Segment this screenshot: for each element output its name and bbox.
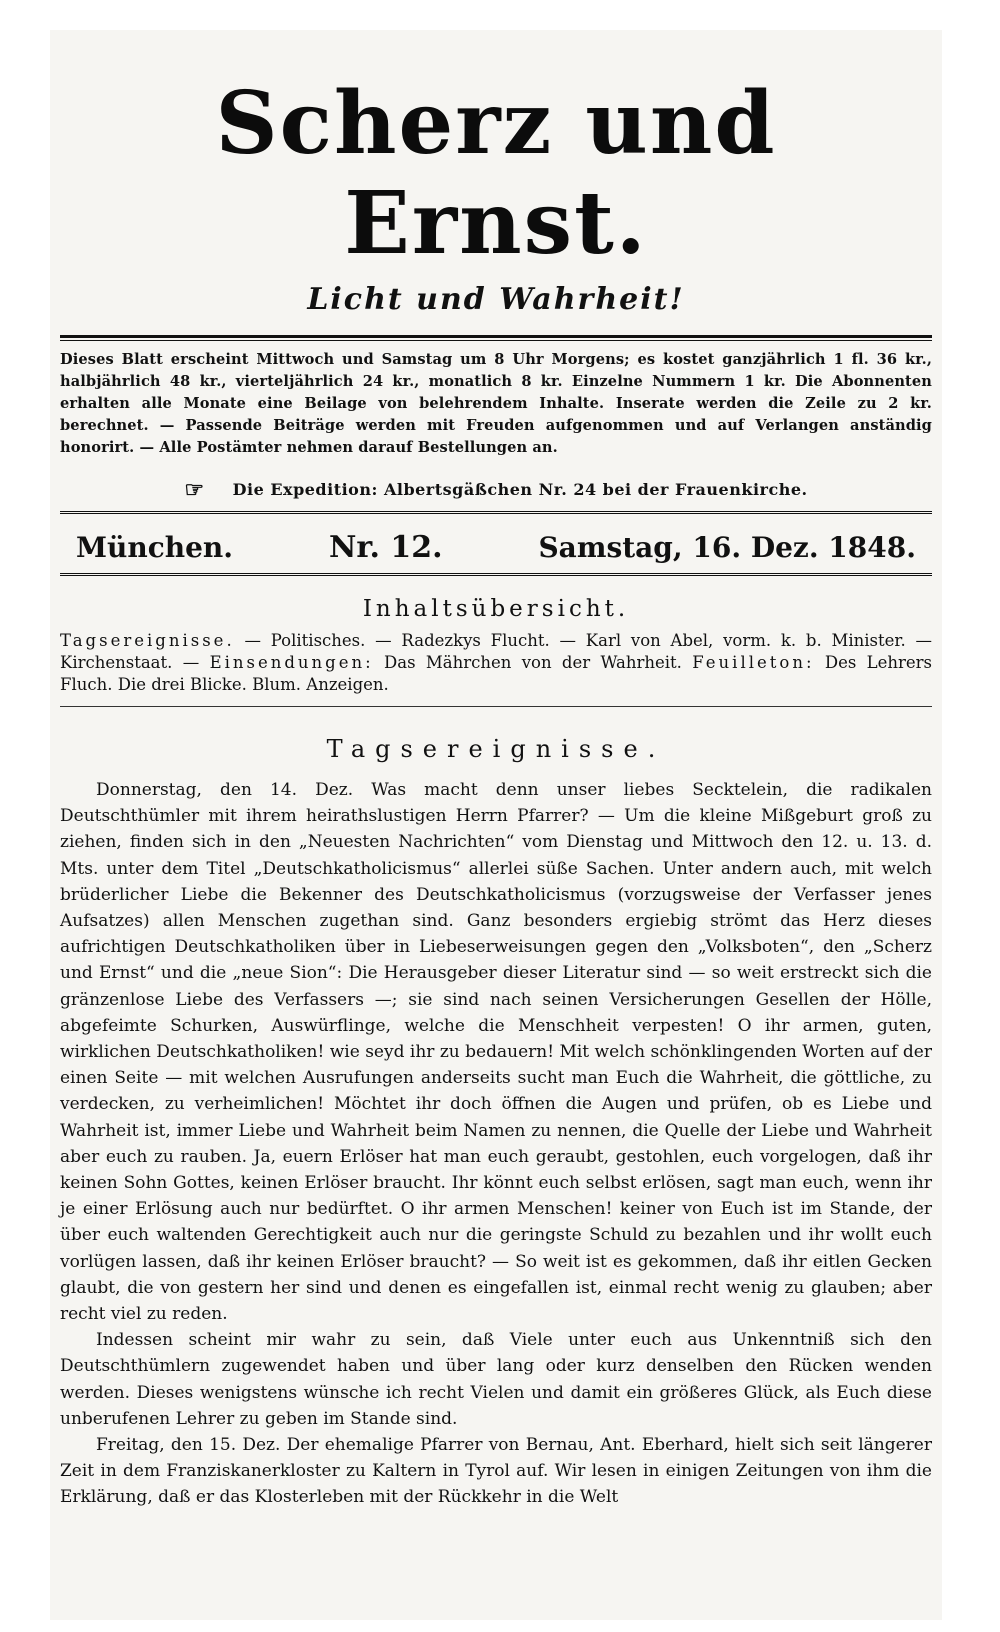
divider bbox=[60, 335, 932, 338]
contents-label: Feuilleton: bbox=[692, 653, 815, 672]
contents-text: Das Mährchen von der Wahrheit. bbox=[373, 653, 693, 672]
divider bbox=[60, 340, 932, 341]
contents-text: — Politisches. — Radezkys Flucht. — Karl von Abel, vorm. k. b. Minister. — Kirchenstaat. — bbox=[60, 631, 932, 672]
section-title: Tagsereignisse. bbox=[326, 735, 666, 763]
contents-list bbox=[60, 630, 932, 696]
contents-label: Einsendungen: bbox=[209, 653, 374, 672]
page-content bbox=[60, 30, 932, 1511]
article-body bbox=[60, 777, 932, 1511]
divider bbox=[60, 706, 932, 707]
divider bbox=[60, 573, 932, 576]
newspaper-page bbox=[50, 30, 942, 1620]
subscription-notice: Dieses Blatt erscheint Mittwoch und Samstag um 8 Uhr Morgens; es kostet ganzjährlich 1 fl. 36 kr., halbjährlich 48 kr., vierteljährlich 24 kr., monatlich 8 kr. Einzelne Nummern 1 kr. Die Abonnenten erhalten alle Monate eine Beilage von belehrendem Inhalte. Inserate werden die Zeile zu 2 kr. berechnet. — Passende Beiträge werden mit Freuden aufgenommen und auf Verlangen anständig honorirt. — Alle Postämter nehmen darauf Bestellungen an. bbox=[60, 351, 932, 456]
article-paragraph: Donnerstag, den 14. Dez. Was macht denn unser liebes Secktelein, die radikalen Deutschthümler mit ihrem heirathslustigen Herrn Pfarrer? — Um die kleine Mißgeburt groß zu ziehen, finden sich in den „Neuesten Nachrichten“ vom Dienstag und Mittwoch den 12. u. 13. d. Mts. unter dem Titel „Deutschkatholicismus“ allerlei süße Sachen. Unter andern auch, mit welch brüderlicher Liebe die Bekenner des Deutschkatholicismus (vorzugsweise der Verfasser jenes Aufsatzes) allen Menschen zugethan sind. Ganz besonders ergiebig strömt das Herz dieses aufrichtigen Deutschkatholiken über in Liebeserweisungen gegen den „Volksboten“, den „Scherz und Ernst“ und die „neue Sion“: Die Herausgeber dieser Literatur sind — so weit erstreckt sich die gränzenlose Liebe des Verfassers —; sie sind nach seinen Versicherungen Gesellen der Hölle, abgefeimte Schurken, Auswürflinge, welche die Menschheit verpesten! O ihr armen, guten, wirklichen Deutschkatholiken! wie seyd ihr zu bedauern! Mit welch schönklingenden Worten auf der einen Seite — mit welchen Ausrufungen anderseits sucht man Euch die Wahrheit, die göttliche, zu verdecken, zu verheimlichen! Möchtet ihr doch öffnen die Augen und prüfen, ob es Liebe und Wahrheit ist, immer Liebe und Wahrheit beim Namen zu nennen, die Quelle der Liebe und Wahrheit aber euch zu rauben. Ja, euern Erlöser hat man euch geraubt, gestohlen, euch vorgelogen, daß ihr keinen Sohn Gottes, keinen Erlöser braucht. Ihr könnt euch selbst erlösen, sagt man euch, wenn ihr je einer Erlösung auch nur bedürftet. O ihr armen Menschen! keiner von Euch ist im Stande, der über euch waltenden Gerechtigkeit auch nur die geringste Schuld zu bezahlen und ihr wollt euch vorlügen lassen, daß ihr keinen Erlöser braucht? — So weit ist es gekommen, daß ihr eitlen Gecken glaubt, die von gestern her sind und denen es eingefallen ist, einmal recht wenig zu glauben; aber recht viel zu reden. bbox=[60, 780, 932, 1325]
article-paragraph: Indessen scheint mir wahr zu sein, daß Viele unter euch aus Unkenntniß sich den Deutschthümlern zugewendet haben und über lang oder kurz denselben den Rücken wenden werden. Dieses wenigstens wünsche ich recht Vielen und damit ein größeres Glück, als Euch diese unberufenen Lehrer zu geben im Stande sind. bbox=[60, 1330, 932, 1429]
masthead-motto: Licht und Wahrheit! bbox=[307, 282, 685, 317]
masthead-title: Scherz und Ernst. bbox=[215, 73, 777, 274]
issue-date: Samstag, 16. Dez. 1848. bbox=[538, 531, 916, 564]
issue-place: München. bbox=[76, 531, 234, 564]
expedition-line bbox=[60, 477, 932, 503]
issue-number: Nr. 12. bbox=[328, 530, 443, 565]
expedition-address: Die Expedition: Albertsgäßchen Nr. 24 bei der Frauenkirche. bbox=[232, 480, 808, 499]
contents-title: Inhaltsübersicht. bbox=[362, 596, 630, 622]
issue-line bbox=[60, 530, 932, 565]
divider bbox=[60, 511, 932, 514]
contents-text: Des Lehrers Fluch. Die drei Blicke. Blum. Anzeigen. bbox=[60, 653, 933, 694]
contents-label: Tagsereignisse. bbox=[60, 631, 235, 650]
article-paragraph: Freitag, den 15. Dez. Der ehemalige Pfarrer von Bernau, Ant. Eberhard, hielt sich seit längerer Zeit in dem Franziskanerkloster zu Kaltern in Tyrol auf. Wir lesen in einigen Zeitungen von ihm die Erklärung, daß er das Klosterleben mit der Rückkehr in die Welt bbox=[60, 1435, 932, 1508]
pointing-hand-icon: ☞ bbox=[184, 477, 205, 503]
